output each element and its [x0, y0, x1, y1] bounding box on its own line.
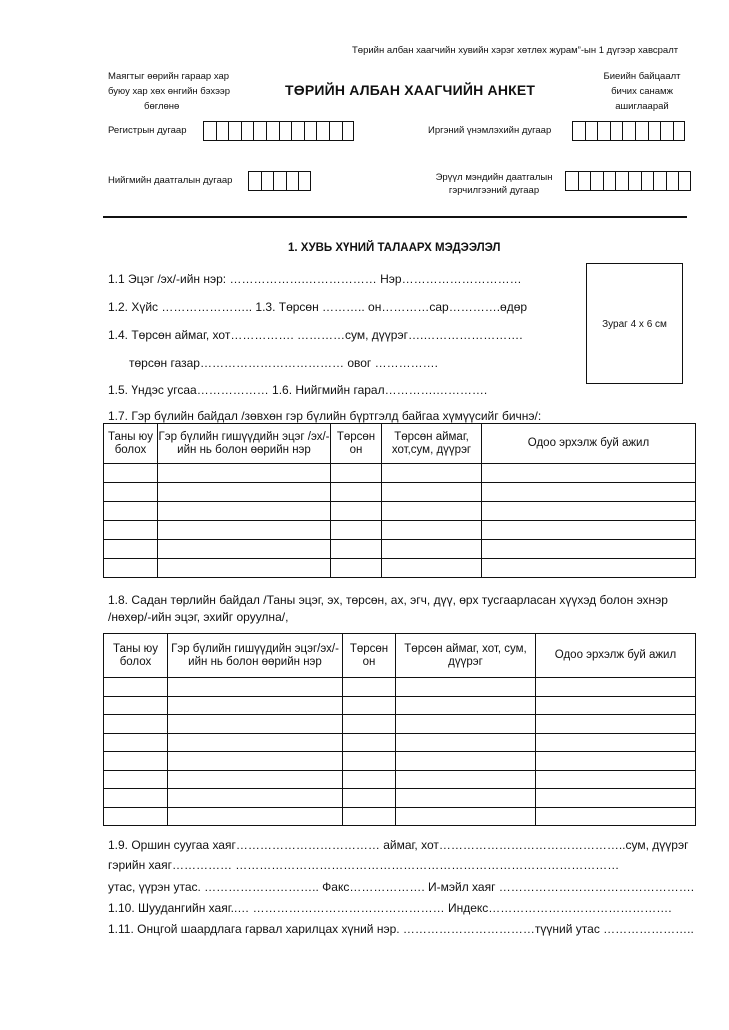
citizen-id-label: Иргэний үнэмлэхийн дугаар [428, 125, 552, 136]
table-header-row [104, 634, 696, 678]
id-card-note-line: ашиглаарай [615, 101, 669, 112]
table-row[interactable] [104, 559, 696, 578]
social-insurance-label: Нийгмийн даатгалын дугаар [108, 175, 233, 186]
column-header: Төрсөн он [343, 634, 396, 678]
table-row[interactable] [104, 733, 696, 752]
column-header: Төрсөн аймаг, хот,сум, дүүрэг [382, 424, 482, 464]
parent-and-given-name-line[interactable]: 1.1 Эцэг /эх/-ийн нэр: ……………….……………… Нэр………………………… [108, 272, 522, 286]
ethnicity-origin-line[interactable]: 1.5. Үндэс угсаа……………… 1.6. Нийгмийн гарал………….…………. [108, 383, 488, 397]
table-row[interactable] [104, 789, 696, 808]
gender-birthdate-line[interactable]: 1.2. Хүйс ………………….. 1.3. Төрсөн ……….. он…………сар………….өдөр [108, 300, 528, 314]
fill-instruction [108, 70, 258, 113]
photo-box[interactable] [586, 263, 683, 384]
table-row[interactable] [104, 483, 696, 502]
table-row[interactable] [104, 521, 696, 540]
table-row[interactable] [104, 715, 696, 734]
health-insurance-label-line: Эрүүл мэндийн даатгалын [435, 172, 553, 183]
emergency-contact-line[interactable]: 1.11. Онцгой шаардлага гарвал харилцах хүний нэр. ……………………………түүний утас ………………….. [108, 922, 694, 936]
social-insurance-input[interactable] [248, 171, 311, 191]
photo-size-label: Зураг 4 х 6 см [602, 319, 667, 330]
table-row[interactable] [104, 696, 696, 715]
column-header: Таны юу болох [104, 424, 158, 464]
table-row[interactable] [104, 502, 696, 521]
family-members-table [103, 423, 696, 578]
fill-instruction-line: Маягтыг өөрийн гараар хар [108, 71, 230, 82]
registry-number-input[interactable] [203, 121, 354, 141]
table-row[interactable] [104, 678, 696, 697]
table-header-row [104, 424, 696, 464]
table-row[interactable] [104, 752, 696, 771]
family-status-heading: 1.7. Гэр бүлийн байдал /зөвхөн гэр бүлийн бүртгэлд байгаа хүмүүсийг бичнэ/: [108, 409, 542, 423]
column-header: Гэр бүлийн гишүүдийн эцэг /эх/-ийн нь болон өөрийн нэр [158, 424, 331, 464]
decree-note: Төрийн албан хаагчийн хувийн хэрэг хөтлөх журам”-ын 1 дүгээр хавсралт [352, 45, 679, 56]
health-insurance-label [428, 171, 560, 197]
birthplace-clan-line[interactable]: төрсөн газар……………………………… овог ……………. [129, 356, 438, 370]
kinship-heading: 1.8. Садан төрлийн байдал /Таны эцэг, эх, төрсөн, ах, эгч, дүү, өрх тусгаарласан хүүхэд болон эхнэр [108, 593, 668, 607]
home-address-line[interactable]: гэрийн хаяг…………… …………………………………………………………………………………… [108, 858, 620, 872]
table-row[interactable] [104, 464, 696, 483]
health-insurance-input[interactable] [565, 171, 691, 191]
health-insurance-label-line: гэрчилгээний дугаар [448, 185, 540, 196]
column-header: Гэр бүлийн гишүүдийн эцэг/эх/-ийн нь болон өөрийн нэр [168, 634, 343, 678]
fill-instruction-line: буюу хар хөх өнгийн бэхээр [108, 86, 231, 97]
column-header: Таны юу болох [104, 634, 168, 678]
citizen-id-input[interactable] [572, 121, 685, 141]
column-header: Төрсөн он [331, 424, 382, 464]
column-header: Одоо эрхэлж буй ажил [536, 634, 696, 678]
residential-address-line[interactable]: 1.9. Оршин суугаа хаяг……………………………… аймаг, хот………………………………………..сум, дүүрэг [108, 838, 689, 852]
fill-instruction-line: бөглөнө [144, 101, 180, 112]
id-card-note-line: бичих санамж [611, 86, 673, 97]
table-row[interactable] [104, 540, 696, 559]
birthplace-line[interactable]: 1.4. Төрсөн аймаг, хот……………. …………сум, дүүрэг….……………………. [108, 328, 523, 342]
table-row[interactable] [104, 807, 696, 826]
table-row[interactable] [104, 770, 696, 789]
section-1-title: 1. ХУВЬ ХҮНИЙ ТАЛААРХ МЭДЭЭЛЭЛ [288, 242, 501, 254]
id-card-note-line: Биеийн байцаалт [603, 71, 681, 82]
column-header: Төрсөн аймаг, хот, сум, дүүрэг [396, 634, 536, 678]
section-divider [103, 216, 687, 218]
postal-address-line[interactable]: 1.10. Шуудангийн хаяг..… ………………………………………… Индекс………………………………………. [108, 901, 672, 915]
form-title: ТӨРИЙН АЛБАН ХААГЧИЙН АНКЕТ [285, 82, 536, 98]
kinship-heading-continued: /нөхөр/-ийн эцэг, эхийг оруулна/, [108, 610, 289, 624]
relatives-table [103, 633, 696, 826]
phone-fax-email-line[interactable]: утас, үүрэн утас. ……………………….. Факс………………. И-мэйл хаяг …………………………………………. [108, 880, 695, 894]
column-header: Одоо эрхэлж буй ажил [482, 424, 696, 464]
registry-number-label: Регистрын дугаар [108, 125, 187, 136]
id-card-note [586, 70, 698, 113]
